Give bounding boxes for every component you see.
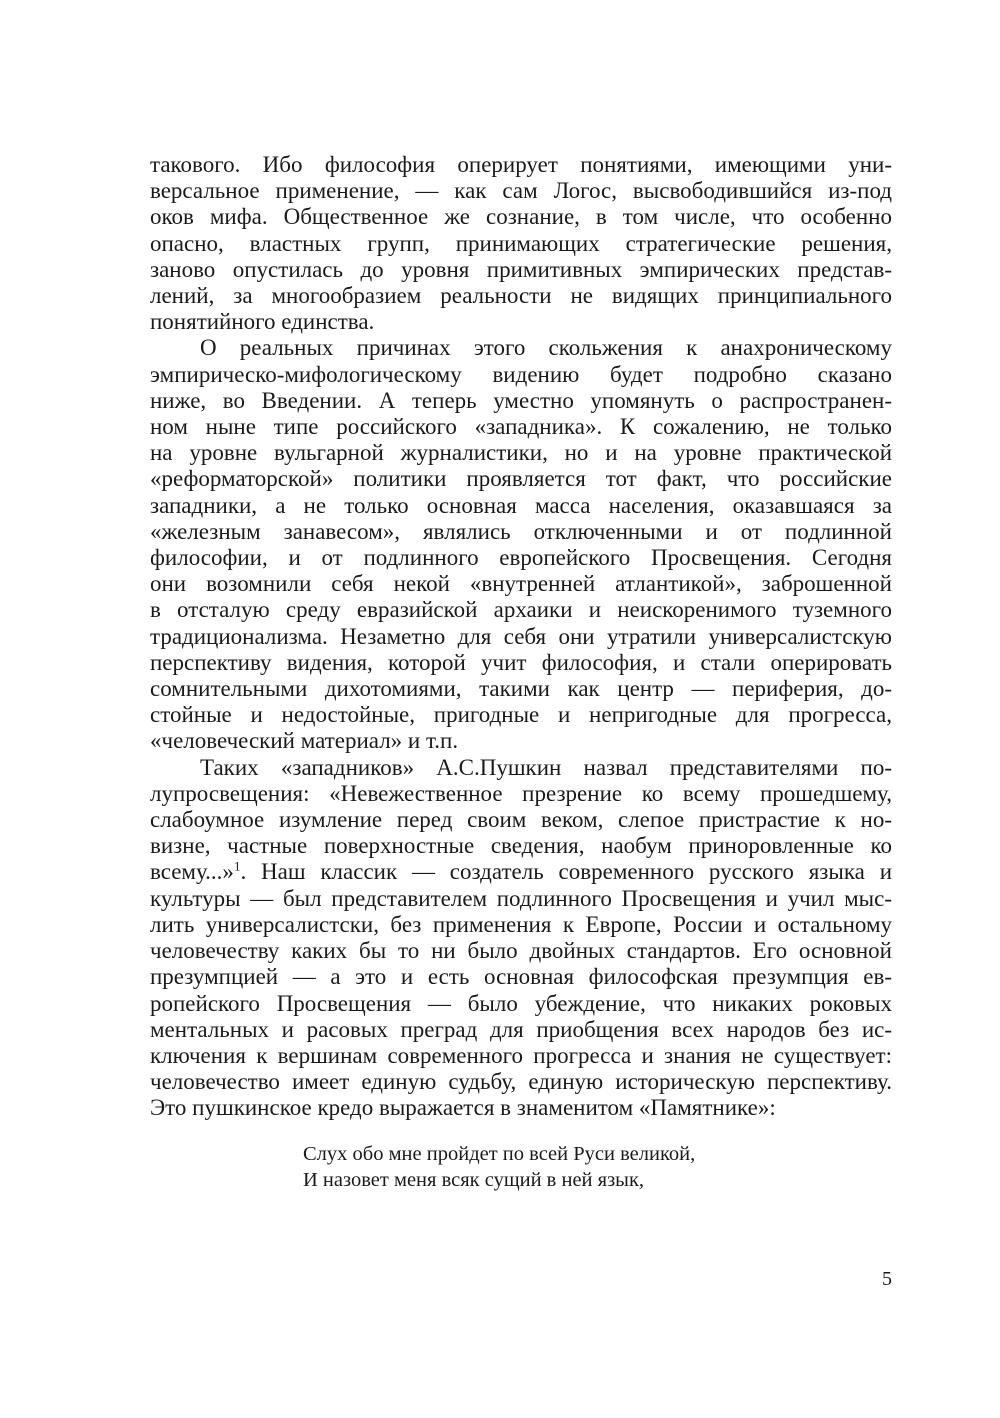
body-text <box>150 152 892 1122</box>
page-number: 5 <box>882 1268 892 1290</box>
verse-line: Слух обо мне пройдет по всей Руси великой, <box>303 1143 696 1165</box>
text-line: ниже, во Введении. А теперь уместно упомянуть о распространен- <box>150 387 892 413</box>
text-line: лить универсалистски, без применения к Европе, России и остальному <box>150 911 892 937</box>
text-line: философии, и от подлинного европейского Просвещения. Сегодня <box>150 545 892 571</box>
text-line: опасно, властных групп, принимающих стратегические решения, <box>150 230 892 256</box>
text-line-with-footnote <box>150 859 892 885</box>
text-fragment: . Наш классик — создатель современного русского языка и <box>240 859 892 885</box>
text-line: «железным занавесом», являлись отключенными и от подлинной <box>150 518 892 544</box>
text-line: ном ныне типе российского «западника». К сожалению, не только <box>150 414 892 440</box>
text-fragment: всему...» <box>150 859 234 885</box>
text-line: культуры — был представителем подлинного Просвещения и учил мыс- <box>150 885 892 911</box>
text-line: понятийного единства. <box>150 309 375 335</box>
verse-line: И назовет меня всяк сущий в ней язык, <box>303 1169 645 1191</box>
text-line: «реформаторской» политики проявляется тот факт, что российские <box>150 466 892 492</box>
text-line: «человеческий материал» и т.п. <box>150 728 459 754</box>
text-line: стойные и недостойные, пригодные и непригодные для прогресса, <box>150 702 892 728</box>
text-line: такового. Ибо философия оперирует понятиями, имеющими уни- <box>150 152 892 177</box>
text-line: на уровне вульгарной журналистики, но и на уровне практической <box>150 440 892 466</box>
text-line: сомнительными дихотомиями, такими как центр — периферия, до- <box>150 676 892 702</box>
text-line: традиционализма. Незаметно для себя они утратили универсалистскую <box>150 623 892 649</box>
text-line: лупросвещения: «Невежественное презрение ко всему прошедшему, <box>150 780 892 806</box>
text-line: Это пушкинское кредо выражается в знаменитом «Памятнике»: <box>150 1095 776 1121</box>
text-line: лений, за многообразием реальности не видящих принципиального <box>150 283 892 309</box>
text-line: презумпцией — а это и есть основная философская презумпция ев- <box>150 964 892 990</box>
text-line: визне, частные поверхностные сведения, наобум приноровленные ко <box>150 833 892 859</box>
text-line: ключения к вершинам современного прогресса и знания не существует: <box>150 1042 892 1068</box>
text-line: западники, а не только основная масса населения, оказавшаяся за <box>150 492 892 518</box>
verse-quote <box>303 1141 695 1193</box>
text-line: человечество имеет единую судьбу, единую историческую перспективу. <box>150 1069 892 1095</box>
text-line: они возомнили себя некой «внутренней атлантикой», заброшенной <box>150 571 892 597</box>
text-line: заново опустилась до уровня примитивных эмпирических представ- <box>150 256 892 282</box>
text-line: слабоумное изумление перед своим веком, слепое пристрастие к но- <box>150 807 892 833</box>
text-line: ментальных и расовых преград для приобщения всех народов без ис- <box>150 1016 892 1042</box>
text-line: перспективу видения, которой учит философия, и стали оперировать <box>150 649 892 675</box>
text-line: человечеству каких бы то ни было двойных стандартов. Его основной <box>150 938 892 964</box>
footnote-reference: 1 <box>233 858 241 874</box>
text-line: ропейского Просвещения — было убеждение, что никаких роковых <box>150 990 892 1016</box>
text-line: в отсталую среду евразийской архаики и неискоренимого туземного <box>150 597 892 623</box>
text-line: эмпирическо-мифологическому видению будет подробно сказано <box>150 361 892 387</box>
text-line: Таких «западников» А.С.Пушкин назвал представителями по- <box>200 754 892 780</box>
text-line: версальное применение, — как сам Логос, высвободившийся из-под <box>150 178 892 204</box>
text-line: оков мифа. Общественное же сознание, в том числе, что особенно <box>150 204 892 230</box>
text-line: О реальных причинах этого скольжения к анахроническому <box>200 335 892 361</box>
